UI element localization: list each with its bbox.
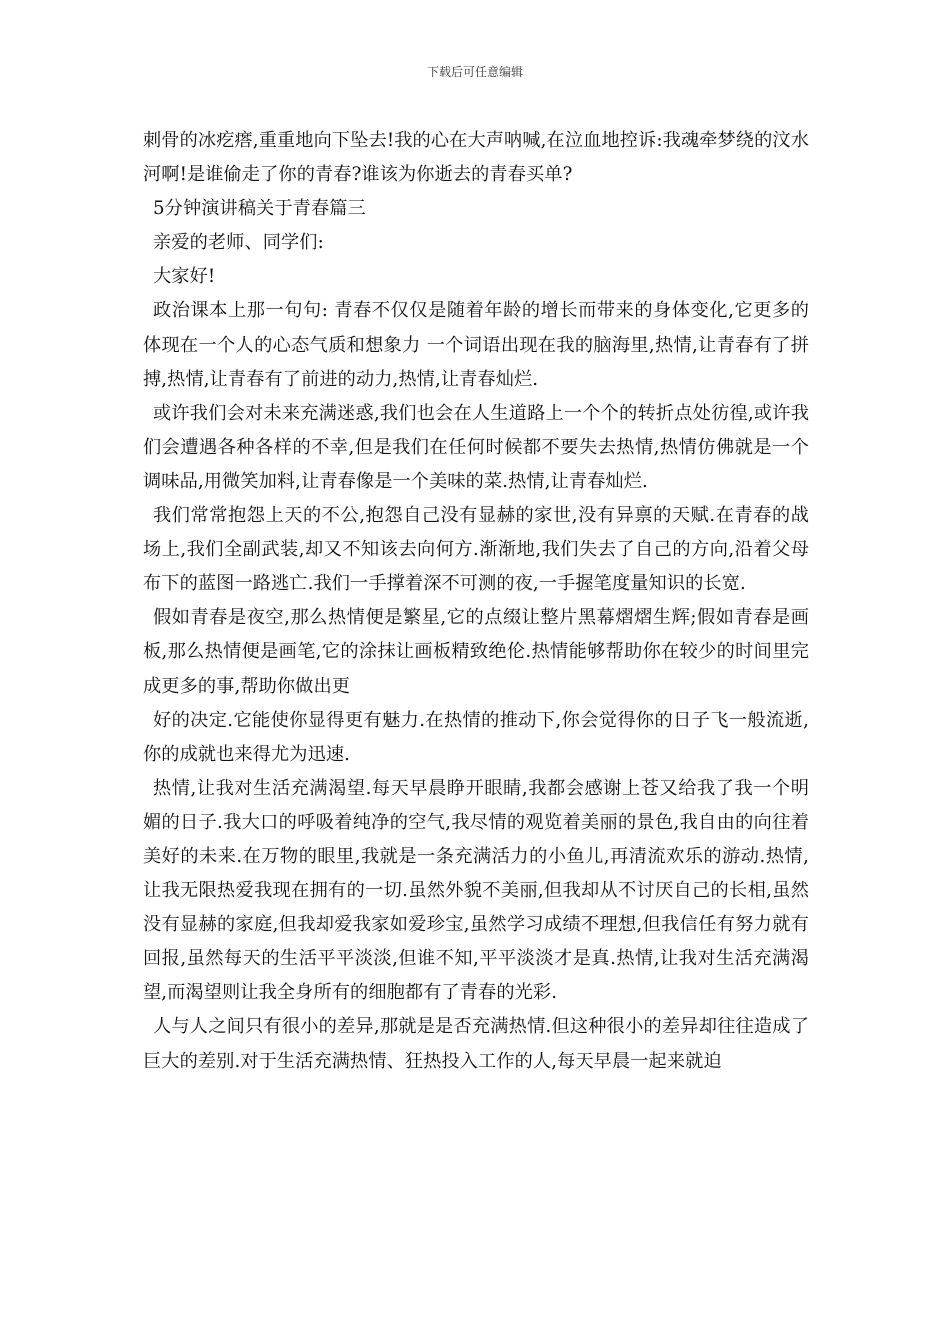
section-heading: 5分钟演讲稿关于青春篇三 xyxy=(153,198,366,220)
paragraph: 政治课本上那一句句: 青春不仅仅是随着年龄的增长而带来的身体变化,它更多的体现在一个人的心态气质和想象力 一个词语出现在我的脑海里,热情,让青春有了拼搏,热情,让青春有了前进的动力,热情,让青春灿烂. xyxy=(143,300,809,390)
paragraph: 我们常常抱怨上天的不公,抱怨自己没有显赫的家世,没有异禀的天赋.在青春的战场上,我们全副武装,却又不知该去向何方.渐渐地,我们失去了自己的方向,沿着父母布下的蓝图一路逃亡.我们一手撑着深不可测的夜,一手握笔度量知识的长宽. xyxy=(143,505,809,595)
document-body xyxy=(143,124,809,1079)
paragraph: 热情,让我对生活充满渴望.每天早晨睁开眼睛,我都会感谢上苍又给我了我一个明媚的日子.我大口的呼吸着纯净的空气,我尽情的观览着美丽的景色,我自由的向往着美好的未来.在万物的眼里,我就是一条充满活力的小鱼儿,再清流欢乐的游动.热情,让我无限热爱我现在拥有的一切.虽然外貌不美丽,但我却从不讨厌自己的长相,虽然没有显赫的家庭,但我却爱我家如爱珍宝,虽然学习成绩不理想,但我信任有努力就有回报,虽然每天的生活平平淡淡,但谁不知,平平淡淡才是真.热情,让我对生活充满渴望,而渴望则让我全身所有的细胞都有了青春的光彩. xyxy=(143,777,809,1004)
paragraph-continuation: 刺骨的冰疙瘩,重重地向下坠去!我的心在大声呐喊,在泣血地控诉:我魂牵梦绕的汶水河啊!是谁偷走了你的青春?谁该为你逝去的青春买单? xyxy=(143,130,809,186)
paragraph: 假如青春是夜空,那么热情便是繁星,它的点缀让整片黑幕熠熠生辉;假如青春是画板,那么热情便是画笔,它的涂抹让画板精致绝伦.热情能够帮助你在较少的时间里完成更多的事,帮助你做出更 xyxy=(143,607,809,697)
page-header: 下载后可任意编辑 xyxy=(426,65,523,79)
greeting: 大家好! xyxy=(153,266,216,288)
paragraph: 或许我们会对未来充满迷惑,我们也会在人生道路上一个个的转折点处彷徨,或许我们会遭遇各种各样的不幸,但是我们在任何时候都不要失去热情,热情仿佛就是一个调味品,用微笑加料,让青春像是一个美味的菜.热情,让青春灿烂. xyxy=(143,402,809,492)
paragraph: 好的决定.它能使你显得更有魅力.在热情的推动下,你会觉得你的日子飞一般流逝,你的成就也来得尤为迅速. xyxy=(143,709,809,765)
salutation: 亲爱的老师、同学们: xyxy=(153,232,324,254)
paragraph: 人与人之间只有很小的差异,那就是是否充满热情.但这种很小的差异却往往造成了巨大的差别.对于生活充满热情、狂热投入工作的人,每天早晨一起来就迫 xyxy=(143,1016,809,1072)
